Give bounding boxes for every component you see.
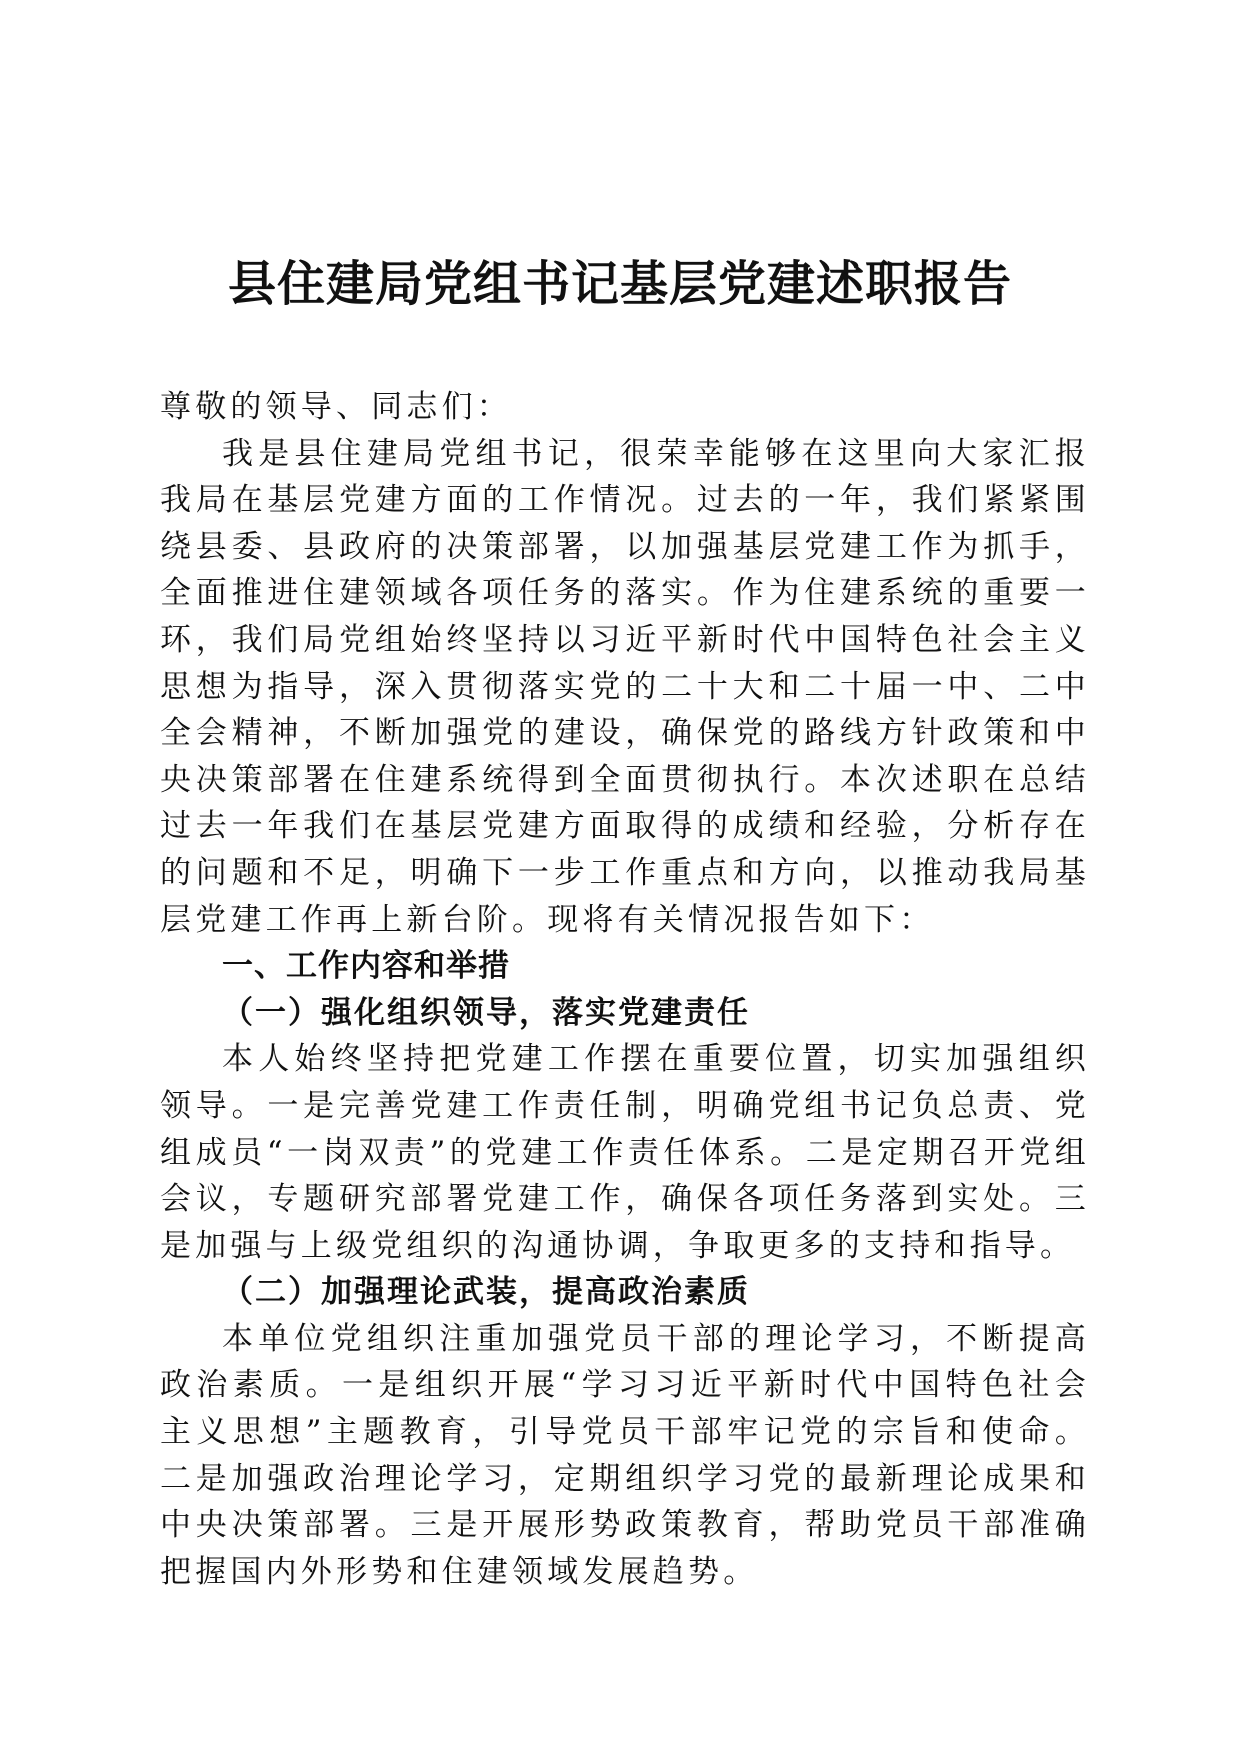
salutation: 尊敬的领导、同志们： [160, 389, 512, 425]
subsection-heading-1: （一）强化组织领导，落实党建责任 [222, 994, 750, 1031]
document-body [160, 384, 1090, 1595]
subsection-paragraph-1: 本人始终坚持把党建工作摆在重要位置，切实加强组织领导。一是完善党建工作责任制，明确党组书记负总责、党组成员“一岗双责”的党建工作责任体系。二是定期召开党组会议，专题研究部署党建工作，确保各项任务落到实处。三是加强与上级党组织的沟通协调，争取更多的支持和指导。 [160, 1041, 1090, 1264]
section-heading-1: 一、工作内容和举措 [222, 948, 510, 985]
subsection-heading-2: （二）加强理论武装，提高政治素质 [222, 1274, 750, 1311]
subsection-paragraph-2: 本单位党组织注重加强党员干部的理论学习，不断提高政治素质。一是组织开展“学习习近平新时代中国特色社会主义思想”主题教育，引导党员干部牢记党的宗旨和使命。二是加强政治理论学习，定期组织学习党的最新理论成果和中央决策部署。三是开展形势政策教育，帮助党员干部准确把握国内外形势和住建领域发展趋势。 [160, 1320, 1090, 1590]
intro-paragraph: 我是县住建局党组书记，很荣幸能够在这里向大家汇报我局在基层党建方面的工作情况。过去的一年，我们紧紧围绕县委、县政府的决策部署，以加强基层党建工作为抓手，全面推进住建领域各项任务的落实。作为住建系统的重要一环，我们局党组始终坚持以习近平新时代中国特色社会主义思想为指导，深入贯彻落实党的二十大和二十届一中、二中全会精神，不断加强党的建设，确保党的路线方针政策和中央决策部署在住建系统得到全面贯彻执行。本次述职在总结过去一年我们在基层党建方面取得的成绩和经验，分析存在的问题和不足，明确下一步工作重点和方向，以推动我局基层党建工作再上新台阶。现将有关情况报告如下： [160, 435, 1090, 938]
document-title: 县住建局党组书记基层党建述职报告 [227, 256, 1012, 312]
